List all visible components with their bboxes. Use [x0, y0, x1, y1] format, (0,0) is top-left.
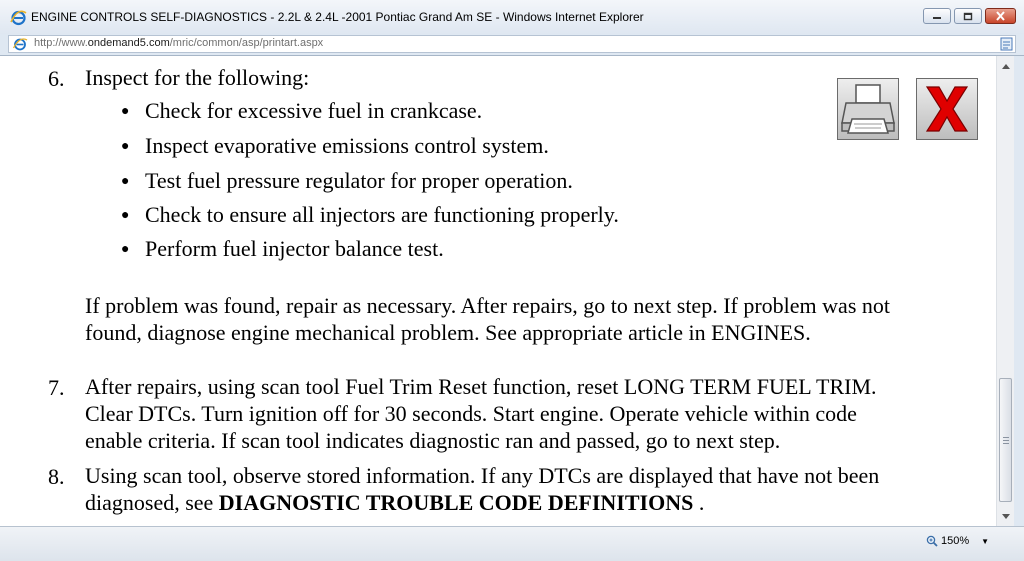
- scroll-down-button[interactable]: [997, 508, 1015, 525]
- url-domain: ondemand5.com: [87, 37, 170, 49]
- zoom-control[interactable]: [926, 535, 989, 547]
- scroll-up-button[interactable]: [997, 58, 1015, 75]
- bullet-icon: ●: [121, 208, 130, 223]
- chevron-down-icon: [1002, 514, 1010, 519]
- title-bar: [0, 0, 1024, 35]
- chevron-up-icon: [1002, 64, 1010, 69]
- window-border: [1014, 56, 1024, 560]
- address-bar: [0, 34, 1024, 56]
- step-line: After repairs, using scan tool Fuel Trim Reset function, reset LONG TERM FUEL TRIM.: [85, 374, 877, 399]
- bullet-item: Check to ensure all injectors are functioning properly.: [145, 202, 619, 227]
- url-prefix: http://www.: [34, 37, 88, 49]
- print-button[interactable]: [837, 78, 899, 140]
- window-title: ENGINE CONTROLS SELF-DIAGNOSTICS - 2.2L & 2.4L -2001 Pontiac Grand Am SE - Windows Internet Explorer: [31, 10, 644, 24]
- step-line: enable criteria. If scan tool indicates diagnostic ran and passed, go to next step.: [85, 428, 781, 453]
- grip-icon: [1003, 437, 1009, 444]
- step-line: Clear DTCs. Turn ignition off for 30 seconds. Start engine. Operate vehicle within code: [85, 401, 857, 426]
- step-number: 7.: [48, 375, 65, 400]
- step-number: 8.: [48, 464, 65, 489]
- page-report-icon[interactable]: [1000, 37, 1013, 51]
- step-text: Inspect for the following:: [85, 65, 310, 90]
- ie-icon: [10, 9, 27, 26]
- close-window-button[interactable]: [985, 8, 1016, 24]
- step-line-text: .: [693, 490, 705, 515]
- scroll-thumb[interactable]: [999, 378, 1012, 502]
- followup-line: If problem was found, repair as necessary. After repairs, go to next step. If problem was not: [85, 293, 890, 318]
- magnifier-icon: [926, 535, 938, 547]
- url-field[interactable]: [8, 35, 1016, 53]
- bullet-item: Test fuel pressure regulator for proper operation.: [145, 168, 573, 193]
- url-text: [34, 37, 323, 49]
- step-line-text: diagnosed, see: [85, 490, 219, 515]
- article-content: [0, 56, 996, 526]
- minimize-icon: [932, 12, 942, 20]
- maximize-icon: [963, 12, 973, 21]
- bullet-icon: ●: [121, 139, 130, 154]
- step-number: 6.: [48, 66, 65, 91]
- page-icon: [12, 37, 28, 51]
- status-bar: [0, 526, 1024, 561]
- close-icon: [995, 11, 1006, 21]
- red-x-icon: [917, 79, 977, 139]
- bullet-item: Inspect evaporative emissions control system.: [145, 133, 549, 158]
- bullet-item: Perform fuel injector balance test.: [145, 236, 444, 261]
- dtc-definitions-link[interactable]: DIAGNOSTIC TROUBLE CODE DEFINITIONS: [218, 490, 694, 515]
- bullet-icon: ●: [121, 174, 130, 189]
- bullet-icon: ●: [121, 242, 130, 257]
- followup-line: found, diagnose engine mechanical problem. See appropriate article in ENGINES.: [85, 320, 811, 345]
- printer-icon: [838, 79, 898, 139]
- step-line: Using scan tool, observe stored information. If any DTCs are displayed that have not been: [85, 463, 880, 488]
- close-article-button[interactable]: [916, 78, 978, 140]
- dropdown-arrow-icon[interactable]: ▼: [981, 536, 990, 546]
- maximize-button[interactable]: [954, 8, 982, 24]
- bullet-item: Check for excessive fuel in crankcase.: [145, 98, 483, 123]
- vertical-scrollbar[interactable]: [996, 56, 1015, 526]
- url-path: /mric/common/asp/printart.aspx: [169, 37, 324, 49]
- zoom-level: 150%: [941, 535, 970, 547]
- window-controls: [920, 8, 1016, 24]
- step-line: [85, 489, 704, 516]
- bullet-icon: ●: [121, 104, 130, 119]
- minimize-button[interactable]: [923, 8, 951, 24]
